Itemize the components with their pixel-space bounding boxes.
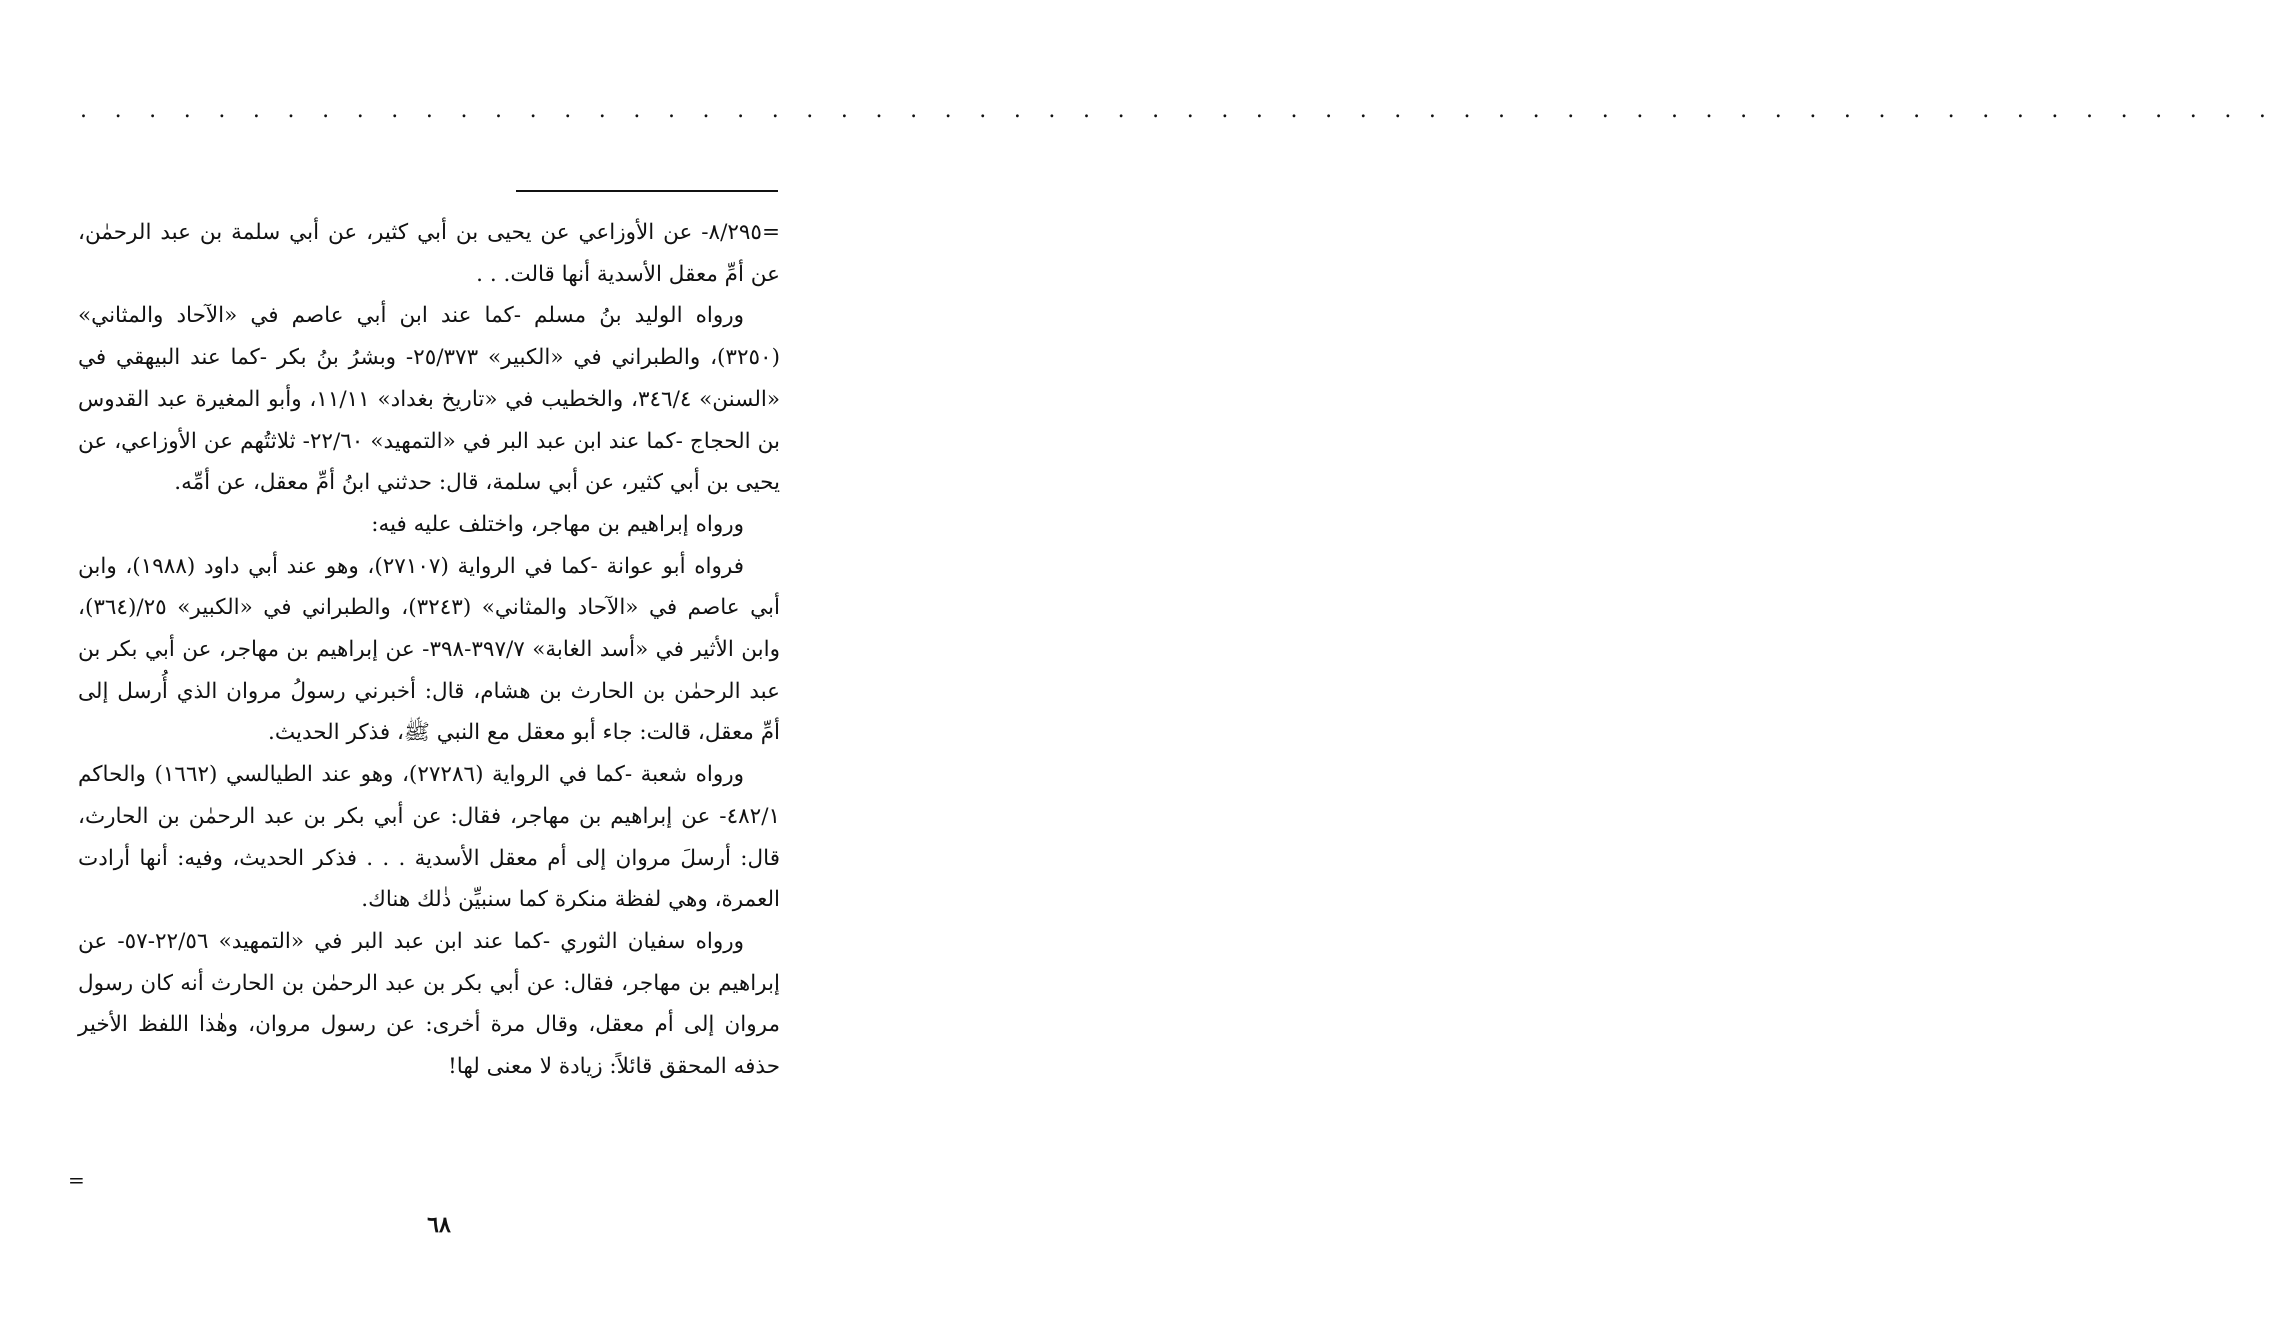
paragraph-5: ورواه شعبة -كما في الرواية (٢٧٢٨٦)، وهو عند الطيالسي (١٦٦٢) والحاكم ٤٨٢/١- عن إبراهيم بن مهاجر، فقال: عن أبي بكر بن عبد الرحمٰن بن الحارث، قال: أرسلَ مروان إلى أم معقل الأسدية . . . فذكر الحديث، وفيه: أنها أرادت العمرة، وهي لفظة منكرة كما سنبيِّن ذٰلك هناك. — [78, 762, 780, 913]
paragraph-6: ورواه سفيان الثوري -كما عند ابن عبد البر في «التمهيد» ٢٢/٥٦-٥٧- عن إبراهيم بن مهاجر، فقال: عن أبي بكر بن عبد الرحمٰن بن الحارث أنه كان رسول مروان إلى أم معقل، وقال مرة أخرى: عن رسول مروان، وهٰذا اللفظ الأخير حذفه المحقق قائلاً: زيادة لا معنى لها! — [78, 928, 780, 1080]
paragraph-3: ورواه إبراهيم بن مهاجر، واختلف عليه فيه: — [371, 511, 744, 537]
page-number: ٦٨ — [427, 1212, 451, 1238]
paragraph-2: ورواه الوليد بنُ مسلم -كما عند ابن أبي عاصم في «الآحاد والمثاني» (٣٢٥٠)، والطبراني في «الكبير» ٢٥/٣٧٣- وبشرُ بنُ بكر -كما عند البيهقي في «السنن» ٣٤٦/٤، والخطيب في «تاريخ بغداد» ١١/١١، وأبو المغيرة عبد القدوس بن الحجاج -كما عند ابن عبد البر في «التمهيد» ٢٢/٦٠- ثلاثتُهم عن الأوزاعي، عن يحيى بن أبي كثير، عن أبي سلمة، قال: حدثني ابنُ أمِّ معقل، عن أمِّه. — [78, 303, 780, 496]
paragraph-4: فرواه أبو عوانة -كما في الرواية (٢٧١٠٧)، وهو عند أبي داود (١٩٨٨)، وابن أبي عاصم في «الآحاد والمثاني» (٣٢٤٣)، والطبراني في «الكبير» ٢٥/(٣٦٤)، وابن الأثير في «أسد الغابة» ٣٩٧/٧-٣٩٨- عن إبراهيم بن مهاجر، عن أبي بكر بن عبد الرحمٰن بن الحارث بن هشام، قال: أخبرني رسولُ مروان الذي أُرسل إلى أمِّ معقل، قالت: جاء أبو معقل مع النبي ﷺ، فذكر الحديث. — [78, 553, 781, 746]
page-body — [78, 212, 780, 1088]
continuation-mark: = — [68, 1168, 85, 1192]
footnote-separator-rule — [516, 190, 778, 192]
separator-dots: . . . . . . . . . . . . . . . . . . . . . . . . . . . . . . . . . . . . . . . . . . . . . . . . . . . . . . . . . . . . . . . . — [80, 98, 2276, 123]
paragraph-1: =٨/٢٩٥- عن الأوزاعي عن يحيى بن أبي كثير، عن أبي سلمة بن عبد الرحمٰن، عن أمِّ معقل الأسدية أنها قالت. . . — [78, 220, 780, 287]
